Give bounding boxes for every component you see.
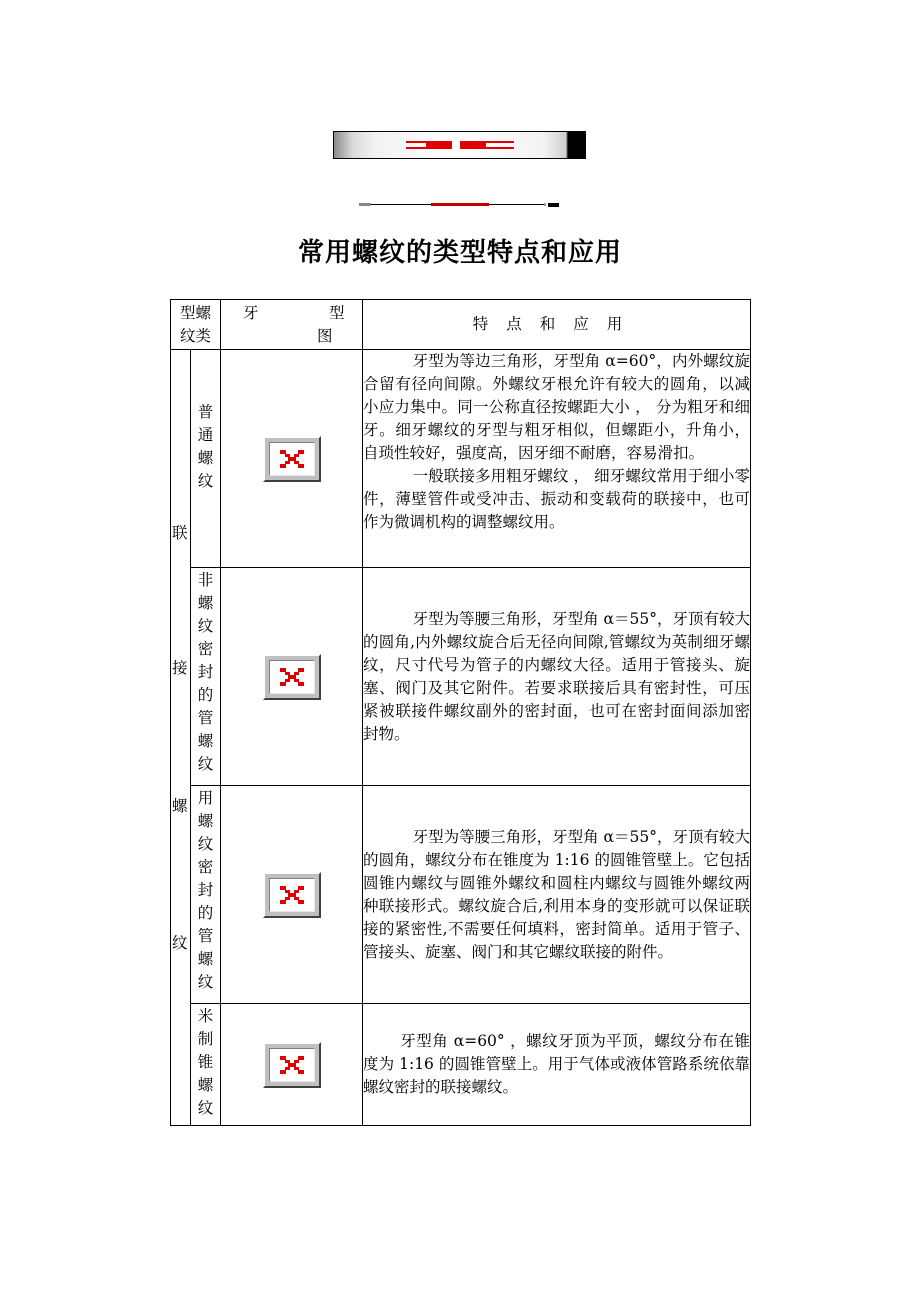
thread-description xyxy=(363,786,751,1004)
thread-name-cell xyxy=(191,350,221,568)
header-features-application: 特点和应用 xyxy=(363,300,751,350)
thread-name: 用螺纹密封的管螺纹 xyxy=(197,789,214,991)
broken-image-icon xyxy=(263,1042,321,1088)
thread-name-cell xyxy=(191,786,221,1004)
group-label-connection-thread xyxy=(171,350,191,1126)
thread-profile-image-cell xyxy=(221,350,363,568)
header-figure-char-2: 型 xyxy=(329,304,345,322)
description-paragraph: 牙型为等腰三角形，牙型角 α＝55°，牙顶有较大的圆角，螺纹分布在锥度为 1:16 的圆锥管壁上。它包括圆锥内螺纹与圆锥外螺纹和圆柱内螺纹与圆锥外螺纹两种联接形式。螺纹旋合后,利用本身的变形就可以保证联接的紧密性,不需要任何填料，密封简单。适用于管子、管接头、旋塞、阀门和其它螺纹联接的附件。 xyxy=(363,827,751,961)
header-figure-char-1: 牙 xyxy=(243,304,259,322)
thread-profile-image-cell xyxy=(221,568,363,786)
description-paragraph: 一般联接多用粗牙螺纹 ， 细牙螺纹常用于细小零件，薄壁管件或受冲击、振动和变载荷的联接中，也可作为微调机构的调整螺纹用。 xyxy=(363,467,751,531)
decorative-rule xyxy=(359,203,559,206)
header-thread-profile xyxy=(221,300,363,350)
thread-types-table xyxy=(170,299,751,1126)
thread-description xyxy=(363,350,751,568)
group-label-char: 螺 xyxy=(172,797,188,815)
thread-name-cell xyxy=(191,568,221,786)
header-category-line2: 纹类 xyxy=(180,327,212,345)
thread-profile-image-cell xyxy=(221,1004,363,1126)
thread-name: 非螺纹密封的管螺纹 xyxy=(197,571,214,773)
description-paragraph: 牙型角 α=60° ，螺纹牙顶为平顶，螺纹分布在锥度为 1:16 的圆锥管壁上。用于气体或液体管路系统依靠螺纹密封的联接螺纹。 xyxy=(363,1032,751,1096)
group-label-char: 纹 xyxy=(172,934,188,952)
thread-name-cell xyxy=(191,1004,221,1126)
group-label-char: 接 xyxy=(172,659,188,677)
header-figure-char-3: 图 xyxy=(317,327,333,345)
thread-profile-image-cell xyxy=(221,786,363,1004)
broken-image-icon xyxy=(263,872,321,918)
page-title: 常用螺纹的类型特点和应用 xyxy=(297,238,622,268)
header-category-line1: 型螺 xyxy=(180,304,212,322)
description-paragraph: 牙型为等边三角形，牙型角 α=60°，内外螺纹旋合留有径向间隙。外螺纹牙根允许有较大的圆角，以减小应力集中。同一公称直径按螺距大小 ， 分为粗牙和细牙。细牙螺纹的牙型与粗牙相似，但螺距小，升角小，自琐性较好，强度高，因牙细不耐磨，容易滑扣。 xyxy=(363,352,751,462)
header-banner-decoration xyxy=(333,131,586,159)
broken-image-icon xyxy=(263,436,321,482)
thread-description xyxy=(363,1004,751,1126)
header-thread-category xyxy=(171,300,221,350)
thread-name: 米制锥螺纹 xyxy=(197,1007,214,1117)
broken-image-icon xyxy=(263,654,321,700)
thread-description xyxy=(363,568,751,786)
thread-name: 普通螺纹 xyxy=(197,403,214,490)
description-paragraph: 牙型为等腰三角形，牙型角 α＝55°，牙顶有较大的圆角,内外螺纹旋合后无径向间隙,管螺纹为英制细牙螺纹，尺寸代号为管子的内螺纹大径。适用于管接头、旋塞、阀门及其它附件。若要求联接后具有密封性，可压紧被联接件螺纹副外的密封面，也可在密封面间添加密封物。 xyxy=(363,609,751,743)
group-label-char: 联 xyxy=(172,524,188,542)
